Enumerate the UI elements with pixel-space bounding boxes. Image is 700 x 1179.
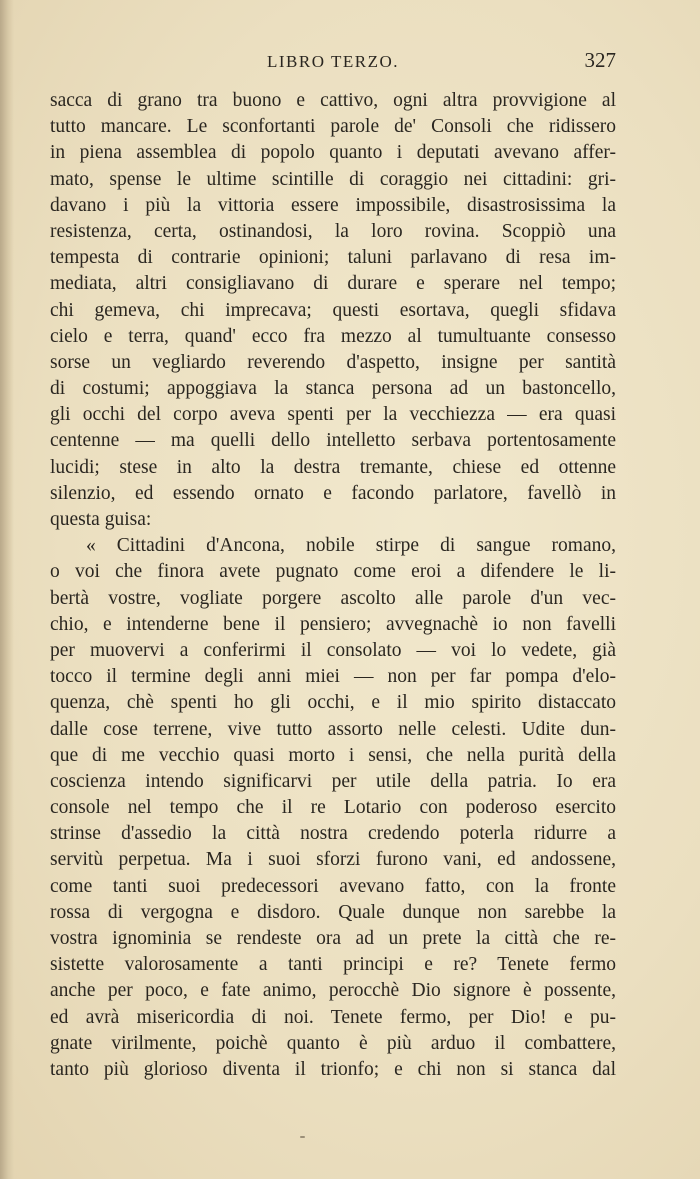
text-line: di costumi; appoggiava la stanca persona ad un bastoncello, (50, 378, 616, 400)
text-line: o voi che finora avete pugnato come eroi a difendere le li- (50, 561, 616, 583)
text-line: tutto mancare. Le sconfortanti parole de' Consoli che ridissero (50, 116, 616, 138)
text-line: strinse d'assedio la città nostra credendo poterla ridurre a (50, 823, 616, 845)
text-line: rossa di vergogna e disdoro. Quale dunque non sarebbe la (50, 901, 616, 923)
text-line: que di me vecchio quasi morto i sensi, che nella purità della (50, 744, 616, 766)
page-number: 327 (584, 48, 616, 72)
running-title: LIBRO TERZO. (267, 52, 399, 71)
text-line: sorse un vegliardo reverendo d'aspetto, insigne per santità (50, 351, 616, 373)
text-line: gnate virilmente, poichè quanto è più arduo il combattere, (50, 1032, 616, 1054)
text-line: mediata, altri consigliavano di durare e sperare nel tempo; (50, 273, 616, 295)
paper-speck (300, 1136, 305, 1138)
text-line: sistette valorosamente a tanti principi e re? Tenete fermo (50, 954, 616, 976)
text-line: ed avrà misericordia di noi. Tenete fermo, per Dio! e pu- (50, 1006, 616, 1028)
text-line: gli occhi del corpo aveva spenti per la vecchiezza — era quasi (50, 404, 616, 426)
text-line: questa guisa: (50, 509, 152, 530)
text-line: davano i più la vittoria essere impossibile, disastrosissima la (50, 194, 616, 216)
text-line: per muovervi a conferirmi il consolato — voi lo vedete, già (50, 639, 616, 661)
text-line: chio, e intenderne bene il pensiero; avvegnachè io non favelli (50, 613, 616, 635)
text-line: vostra ignominia se rendeste ora ad un prete la città che re- (50, 928, 616, 949)
page-header (50, 48, 616, 76)
text-line: in piena assemblea di popolo quanto i deputati avevano affer- (50, 142, 616, 164)
text-line: console nel tempo che il re Lotario con poderoso esercito (50, 797, 616, 819)
text-line: servitù perpetua. Ma i suoi sforzi furono vani, ed andossene, (50, 849, 616, 871)
text-line: « Cittadini d'Ancona, nobile stirpe di sangue romano, (86, 535, 616, 557)
text-line: dalle cose terrene, vive tutto assorto nelle celesti. Udite dun- (50, 718, 616, 740)
text-line: bertà vostre, vogliate porgere ascolto alle parole d'un vec- (50, 587, 616, 609)
text-line: cielo e terra, quand' ecco fra mezzo al tumultuante consesso (50, 325, 616, 347)
text-line: resistenza, certa, ostinandosi, la loro rovina. Scoppiò una (50, 220, 616, 242)
page-spine-shadow (0, 0, 14, 1179)
text-line: chi gemeva, chi imprecava; questi esortava, quegli sfidava (50, 299, 616, 321)
text-line: coscienza intendo significarvi per utile della patria. Io era (50, 770, 616, 792)
text-line: lucidi; stese in alto la destra tremante, chiese ed ottenne (50, 456, 616, 478)
text-line: anche per poco, e fate animo, perocchè Dio signore è possente, (50, 980, 616, 1002)
text-line: tempesta di contrarie opinioni; taluni parlavano di resa im- (50, 247, 616, 269)
text-line: quenza, chè spenti ho gli occhi, e il mio spirito distaccato (50, 692, 616, 714)
text-line: silenzio, ed essendo ornato e facondo parlatore, favellò in (50, 482, 616, 504)
text-line: mato, spense le ultime scintille di coraggio nei cittadini: gri- (50, 168, 616, 190)
text-line: tocco il termine degli anni miei — non per far pompa d'elo- (50, 666, 616, 688)
body-text (50, 88, 616, 1083)
text-line: come tanti suoi predecessori avevano fatto, con la fronte (50, 875, 616, 897)
text-line: sacca di grano tra buono e cattivo, ogni altra provvigione al (50, 90, 616, 111)
text-line: tanto più glorioso diventa il trionfo; e chi non si stanca dal (50, 1058, 616, 1080)
text-line: centenne — ma quelli dello intelletto serbava portentosamente (50, 430, 616, 452)
